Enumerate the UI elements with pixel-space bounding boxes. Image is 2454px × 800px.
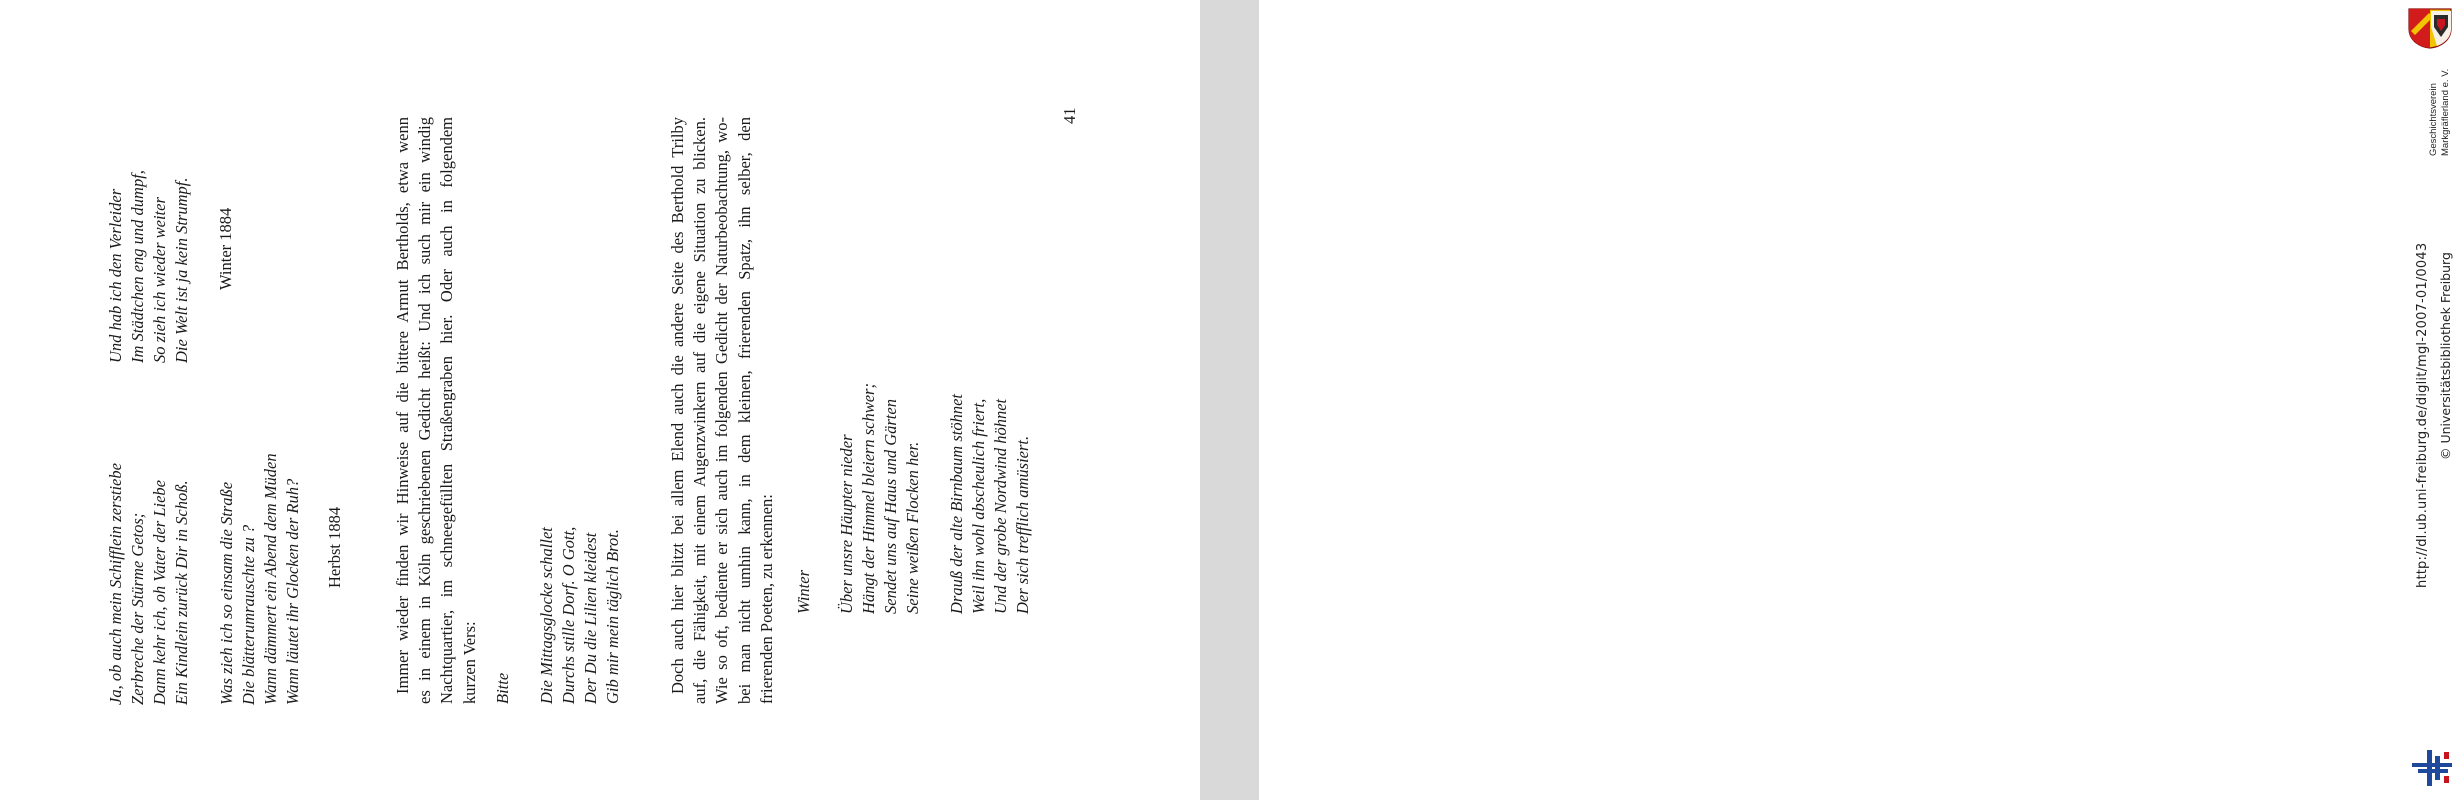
paragraph-line: Immer wieder finden wir Hinweise auf die bittere Armut Bertholds, etwa wenn (393, 117, 412, 694)
poem-line: Wann dämmert ein Abend dem Müden (261, 453, 280, 705)
paragraph-line: frierenden Poeten, zu erkennen: (756, 494, 776, 704)
poem-line: Ein Kindlein zurück Dir in Schoß. (172, 480, 191, 705)
body-paragraph (667, 117, 778, 704)
body-paragraph (392, 117, 481, 704)
poem-line: Zerbreche der Stürme Getos; (128, 512, 147, 705)
document-url-link[interactable]: http://dl.ub.uni-freiburg.de/diglit/mgl-2007-01/0043 (2415, 242, 2430, 588)
poem-line: Ja, ob auch mein Schifflein zerstiebe (106, 463, 125, 705)
university-library-logo-icon (2410, 746, 2454, 795)
scanned-page (0, 0, 1200, 800)
viewer-sidebar (1200, 0, 2453, 800)
poem-line: So zieh ich wieder weiter (150, 197, 169, 363)
poem-line: Die Welt ist ja kein Strumpf. (172, 177, 191, 363)
poem-line: Weil ihn wohl abscheulich friert, (969, 398, 988, 614)
society-name-line2: Markgräflerland e. V. (2440, 68, 2451, 156)
poem-line: Im Städtchen eng und dumpf, (128, 170, 147, 363)
poem-line: Durchs stille Dorf. O Gott, (559, 526, 578, 704)
paragraph-line: auf, die Fähigkeit, mit einem Augenzwinkern auf die eigene Situation zu blicken. (690, 117, 710, 704)
poem-line: Und hab ich den Verleider (106, 188, 125, 363)
poem-line: Was zieh ich so einsam die Straße (217, 481, 236, 705)
poem-line: Dann kehr ich, oh Vater der Liebe (150, 480, 169, 705)
paragraph-line: bei man nicht umhin kann, in dem kleinen, frierenden Spatz, ihn selber, den (734, 117, 754, 704)
poem-line: Hängt der Himmel bleiern schwer; (859, 383, 878, 614)
poem-date-caption: Winter 1884 (216, 207, 235, 290)
poem-line: Und der grobe Nordwind höhnet (991, 398, 1010, 614)
poem-line: Der Du die Lilien kleidest (581, 532, 600, 704)
rotated-page-content (0, 0, 1200, 800)
poem-line: Sendet uns auf Haus und Gärten (881, 399, 900, 614)
poem-line: Wann läutet ihr Glocken der Ruh? (283, 478, 302, 705)
poem-line: Die blätterumrauschte zu ? (239, 524, 258, 705)
poem-title: Bitte (493, 672, 512, 704)
page-number: 41 (1060, 107, 1079, 124)
society-crest-icon (2407, 7, 2453, 54)
society-name-line1: Geschichtsverein (2428, 83, 2439, 156)
poem-line: Über unsre Häupter nieder (837, 434, 856, 614)
poem-line: Seine weißen Flocken her. (903, 441, 922, 614)
paragraph-line: kurzen Vers: (459, 621, 479, 704)
paragraph-line: Doch auch hier blitzt bei allem Elend auch die andere Seite des Berthold Trilby (668, 117, 687, 694)
poem-line: Der sich trefflich amüsiert. (1013, 435, 1032, 614)
poem-date-caption: Herbst 1884 (325, 506, 344, 588)
paragraph-line: Wie so oft, bediente er sich auch im folgenden Gedicht der Naturbeobachtung, wo- (712, 117, 732, 704)
poem-title: Winter (794, 570, 813, 614)
copyright-notice: © Universitätsbibliothek Freiburg (2438, 252, 2453, 460)
poem-line: Die Mittagsglocke schallet (537, 527, 556, 704)
paragraph-line: es in einem in Köln geschriebenen Gedicht heißt: Und ich such mir ein windig (415, 117, 435, 704)
poem-line: Drauß der alte Birnbaum stöhnet (947, 394, 966, 614)
poem-line: Gib mir mein täglich Brot. (603, 529, 622, 704)
paragraph-line: Nachtquartier, im schneegefüllten Straßengraben hier. Oder auch in folgendem (437, 117, 457, 704)
